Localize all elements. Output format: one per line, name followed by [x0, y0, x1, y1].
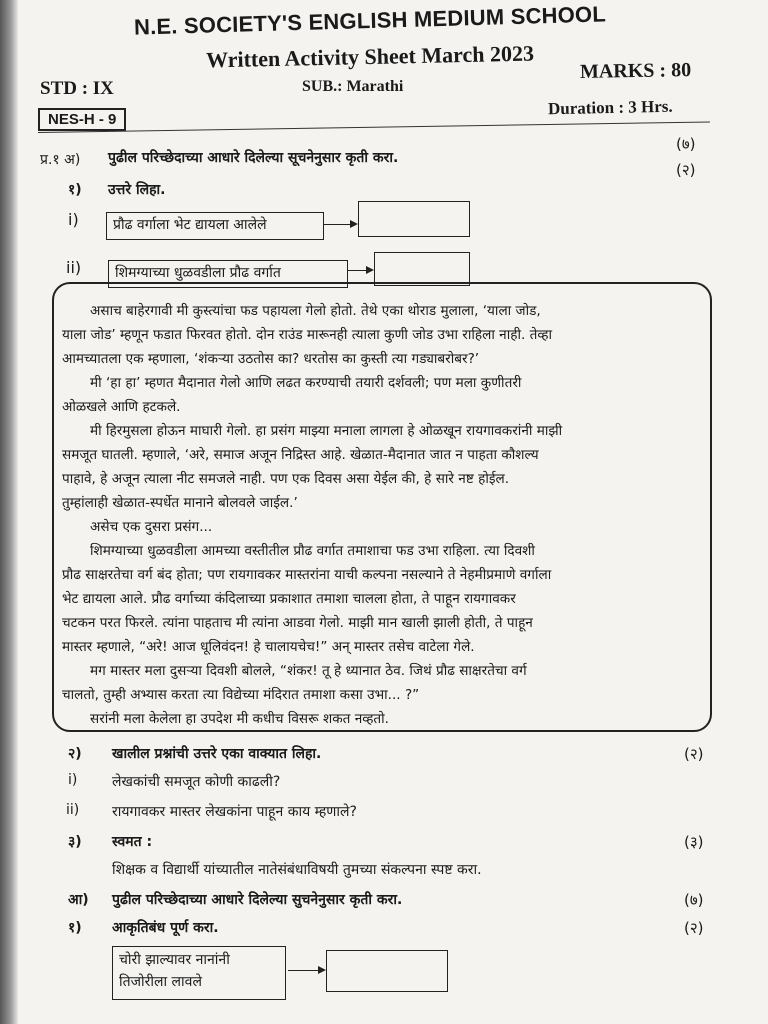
q2-item-i-text: लेखकांची समजूत कोणी काढली?	[112, 774, 281, 790]
passage-line: चालतो, तुम्ही अभ्यास करता त्या विद्येच्या मंदिरात तमाशा कसा उभा... ?”	[62, 687, 420, 703]
passage-line: असाच बाहेरगावी मी कुस्त्यांचा फड पहायला गेलो होतो. तेथे एका थोराड मुलाला, ‘याला जोड,	[90, 303, 541, 319]
q2-text: खालील प्रश्नांची उत्तरे एका वाक्यात लिहा.	[112, 746, 322, 762]
passage-line: प्रौढ साक्षरतेचा वर्ग बंद होता; पण रायगावकर मास्तरांना याची कल्पना नसल्याने ते नेहमीप्रमाणे वर्गाला	[62, 567, 552, 583]
q2-marks: (२)	[684, 745, 704, 763]
concept-box-i-text: प्रौढ वर्गाला भेट द्यायला आलेले	[113, 217, 267, 233]
passage-line: मी हिरमुसला होऊन माघारी गेलो. हा प्रसंग माझ्या मनाला लागला हे ओळखून रायगावकरांनी माझी	[90, 423, 563, 439]
page-shadow-edge	[0, 0, 18, 1024]
passage-line: भेट द्यायला आले. प्रौढ वर्गाच्या कंदिलाच्या प्रकाशात तमाशा चालला होता, ते पाहून रायगावकर	[62, 591, 516, 607]
q1a-sub1-text: उत्तरे लिहा.	[108, 182, 166, 198]
passage-line: आमच्यातला एक म्हणाला, ‘शंकऱ्या उठतोस का? धरतोस का कुस्ती त्या गड्याबरोबर?’	[62, 351, 480, 367]
passage-line: समजूत घातली. म्हणाले, ‘अरे, समाज अजून निद्रिस्त आहे. खेळात-मैदानात जात न पाहता कौशल्य	[62, 447, 539, 463]
q1a-item-i-label: i)	[68, 210, 79, 229]
q1a-marks: (७)	[676, 135, 696, 153]
q1a-item-ii-label: ii)	[66, 258, 82, 277]
qaa-sub1-number: १)	[68, 920, 82, 936]
header-rule	[38, 121, 710, 133]
subject-label: SUB.: Marathi	[302, 78, 404, 95]
arrow-i	[324, 224, 356, 225]
passage-line: ओळखले आणि हटकले.	[62, 399, 181, 415]
paper-code: NES-H - 9	[38, 108, 126, 131]
answer-box-i[interactable]	[358, 201, 470, 237]
passage-line: असेच एक दुसरा प्रसंग...	[90, 519, 213, 535]
q1a-instruction: पुढील परिच्छेदाच्या आधारे दिलेल्या सूचनेनुसार कृती करा.	[108, 150, 399, 166]
concept-box-i	[106, 212, 324, 240]
duration: Duration : 3 Hrs.	[547, 96, 673, 119]
sheet-title: Written Activity Sheet March 2023	[205, 40, 535, 73]
passage-line: मग मास्तर मला दुसऱ्या दिवशी बोलले, “शंकर! तू हे ध्यानात ठेव. जिथं प्रौढ साक्षरतेचा वर्ग	[90, 663, 527, 679]
total-marks: MARKS : 80	[579, 59, 692, 83]
qaa-marks: (७)	[684, 891, 704, 909]
concept-box-theft	[112, 946, 286, 1000]
passage-box	[52, 282, 712, 732]
q3-number: ३)	[68, 834, 82, 850]
q2-item-i-label: i)	[68, 772, 78, 788]
standard-label: STD : IX	[40, 78, 114, 99]
arrow-ii	[348, 270, 372, 271]
passage-line: मी ‘हा हा’ म्हणत मैदानात गेलो आणि लढत करण्याची तयारी दर्शवली; पण मला कुणीतरी	[90, 375, 522, 391]
passage-line: तुम्हांलाही खेळात-स्पर्धेत मानाने बोलवले जाईल.’	[62, 495, 298, 511]
school-name: N.E. SOCIETY'S ENGLISH MEDIUM SCHOOL	[133, 1, 607, 40]
q2-item-ii-text: रायगावकर मास्तर लेखकांना पाहून काय म्हणाले?	[112, 804, 357, 820]
arrow-theft	[288, 970, 324, 971]
q2-number: २)	[68, 746, 82, 762]
q3-text: स्वमत :	[112, 834, 153, 850]
q3-body: शिक्षक व विद्यार्थी यांच्यातील नातेसंबंधाविषयी तुमच्या संकल्पना स्पष्ट करा.	[112, 862, 482, 878]
concept-box-theft-line2: तिजोरीला लावले	[119, 974, 202, 990]
q3-marks: (३)	[684, 833, 704, 851]
concept-box-theft-line1: चोरी झाल्यावर नानांनी	[119, 952, 230, 968]
passage-line: शिमग्याच्या धुळवडीला आमच्या वस्तीतील प्रौढ वर्गात तमाशाचा फड उभा राहिला. त्या दिवशी	[90, 543, 535, 559]
passage-line: चटकन परत फिरले. त्यांना पाहताच मी त्यांना आडवा गेलो. माझी मान खाली झाली होती, ते पाहून	[62, 615, 533, 631]
passage-line: पाहावे, हे अजून त्याला नीट समजले नाही. पण एक दिवस असा येईल की, हे सारे नष्ट होईल.	[62, 471, 510, 487]
answer-box-ii[interactable]	[374, 252, 470, 286]
passage-line: मास्तर म्हणाले, “अरे! आज धूलिवंदन! हे चालायचेच!” अन् मास्तर तसेच वाटेला गेले.	[62, 639, 475, 655]
qaa-instruction: पुढील परिच्छेदाच्या आधारे दिलेल्या सुचनेनुसार कृती करा.	[112, 892, 403, 908]
qaa-sub1-text: आकृतिबंध पूर्ण करा.	[112, 920, 219, 936]
q1a-sub1-marks: (२)	[676, 161, 696, 179]
passage-line: सरांनी मला केलेला हा उपदेश मी कधीच विसरू शकत नव्हतो.	[90, 711, 390, 727]
qaa-label: आ)	[68, 892, 89, 908]
q1a-sub1-number: १)	[68, 182, 82, 198]
q1a-label: प्र.१ अ)	[40, 152, 81, 168]
q2-item-ii-label: ii)	[66, 802, 80, 818]
passage-line: याला जोड’ म्हणून फडात फिरवत होतो. दोन राउंड मारूनही त्याला कुणी जोड उभा राहिला नाही. तेव्हा	[62, 327, 553, 343]
answer-box-theft[interactable]	[326, 950, 448, 992]
concept-box-ii-text: शिमग्याच्या धुळवडीला प्रौढ वर्गात	[115, 265, 281, 281]
qaa-sub1-marks: (२)	[684, 919, 704, 937]
